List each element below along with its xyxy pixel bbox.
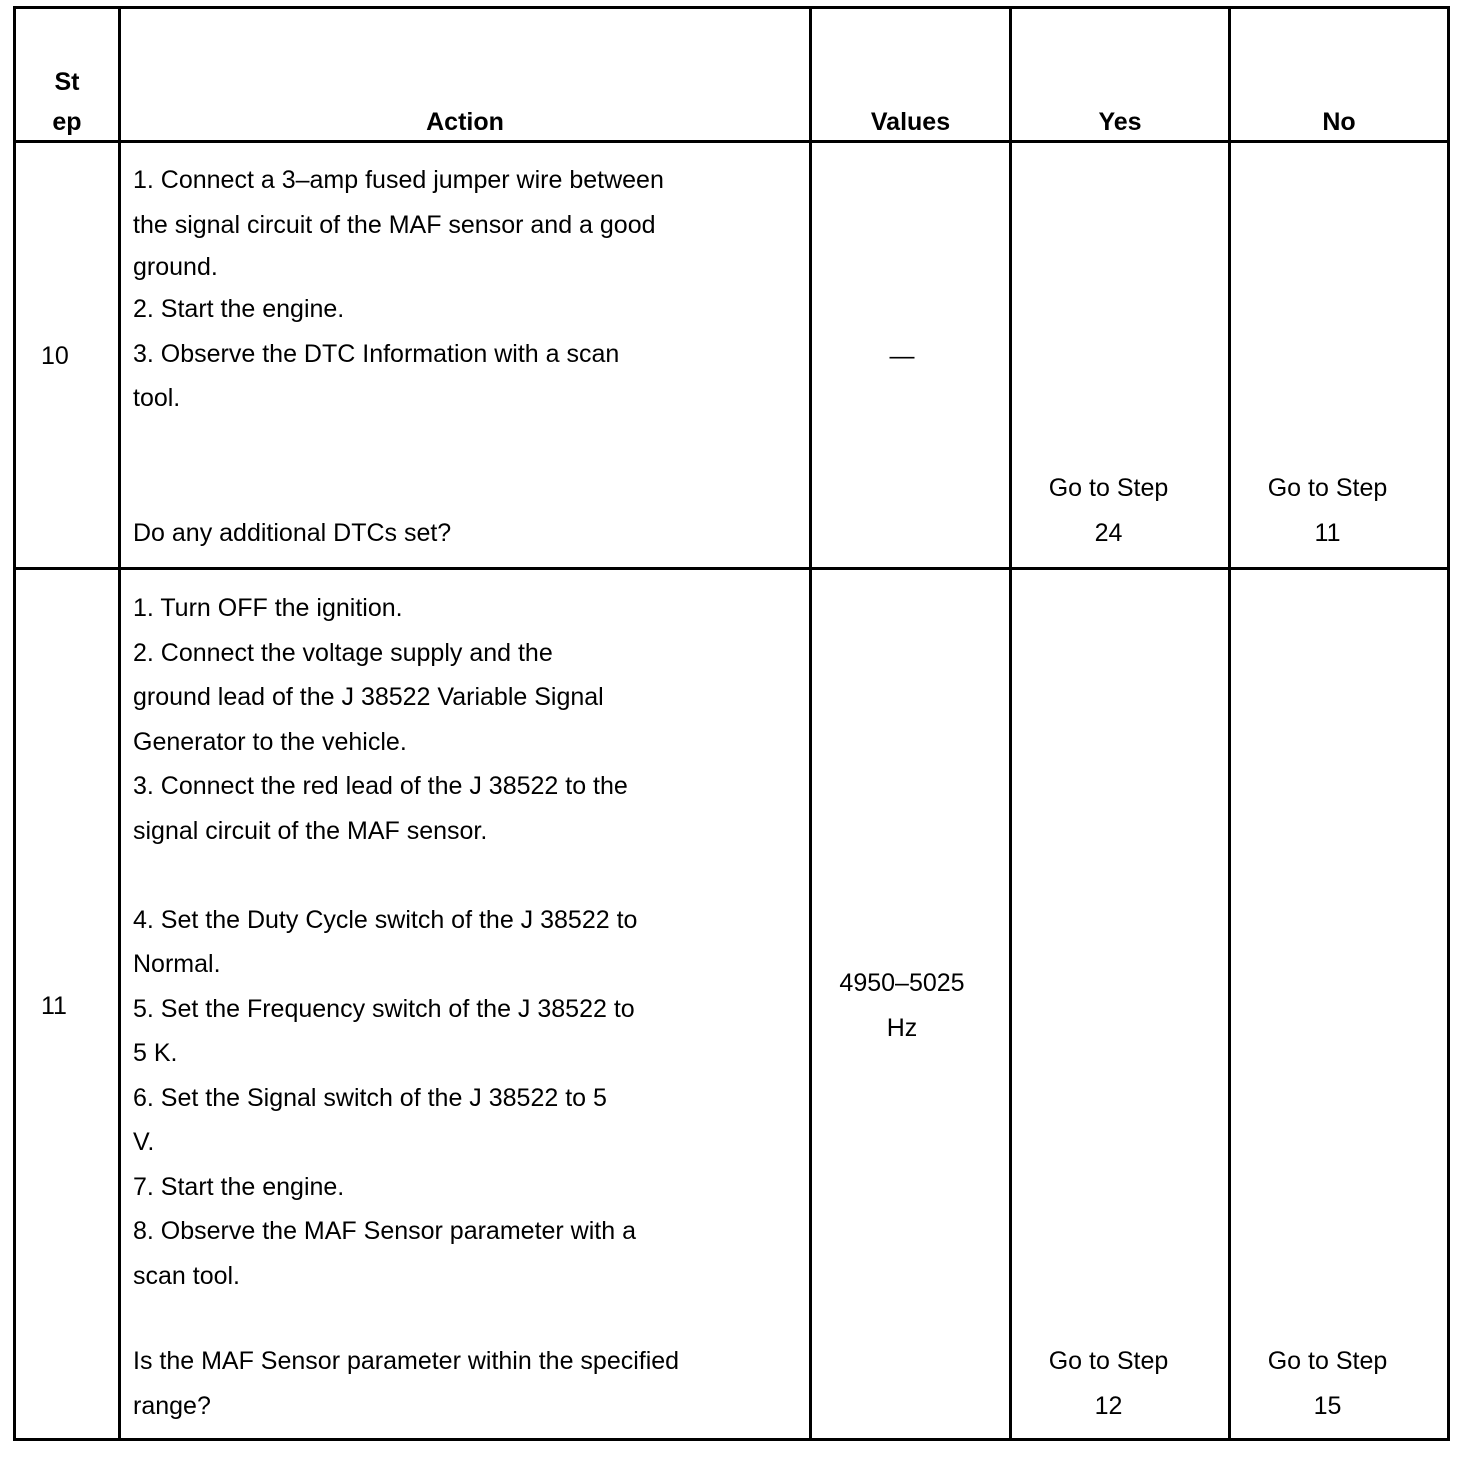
action-line: scan tool. [133, 1261, 241, 1290]
step-number: 10 [41, 342, 69, 370]
action-line: ground lead of the J 38522 Variable Signal [133, 683, 604, 711]
column-divider [118, 9, 121, 1438]
header-no: No [1322, 108, 1356, 136]
no-cell: Go to Step 11 [1267, 474, 1388, 547]
action-line: 2. Start the engine. [133, 295, 345, 323]
action-line: 5. Set the Frequency switch of the J 38522 to [133, 994, 635, 1023]
header-action: Action [426, 108, 504, 136]
action-question: Do any additional DTCs set? [133, 519, 452, 547]
no-cell: Go to Step 15 [1267, 1347, 1388, 1420]
action-question: Is the MAF Sensor parameter within the specified range? [133, 1347, 680, 1420]
action-line: 3. Connect the red lead of the J 38522 to the [133, 772, 628, 800]
action-line: the signal circuit of the MAF sensor and a good [133, 210, 656, 239]
column-divider [1009, 9, 1012, 1438]
header-yes: Yes [1098, 108, 1142, 136]
action-line: tool. [133, 384, 181, 412]
action-line: Normal. [133, 950, 221, 978]
header-values: Values [870, 108, 951, 136]
action-line: 8. Observe the MAF Sensor parameter with a [133, 1217, 636, 1245]
column-divider [809, 9, 812, 1438]
action-line: V. [133, 1128, 155, 1156]
action-line: 7. Start the engine. [133, 1172, 345, 1201]
action-line: 1. Turn OFF the ignition. [133, 594, 403, 622]
action-line: Generator to the vehicle. [133, 727, 407, 756]
yes-cell: Go to Step 12 [1048, 1347, 1169, 1420]
column-divider [1228, 9, 1231, 1438]
action-line: 1. Connect a 3–amp fused jumper wire between [133, 166, 664, 194]
value-cell: 4950–5025 Hz [839, 969, 965, 1042]
action-line: 2. Connect the voltage supply and the [133, 638, 553, 667]
action-line [133, 853, 637, 898]
header-step: St ep [52, 68, 82, 136]
action-line: 4. Set the Duty Cycle switch of the J 38522 to [133, 905, 638, 934]
action-line: 3. Observe the DTC Information with a scan [133, 339, 620, 368]
action-line: signal circuit of the MAF sensor. [133, 816, 488, 845]
diagnostic-table [13, 6, 1450, 1441]
action-line: 6. Set the Signal switch of the J 38522 to 5 [133, 1083, 607, 1112]
yes-cell: Go to Step 24 [1048, 474, 1169, 547]
step-number: 11 [41, 992, 67, 1020]
action-line: 5 K. [133, 1039, 178, 1067]
action-line: ground. [133, 253, 218, 281]
value-cell: — [889, 342, 915, 370]
action-steps [133, 586, 637, 1298]
action-steps [133, 158, 664, 421]
row-divider [16, 567, 1447, 570]
